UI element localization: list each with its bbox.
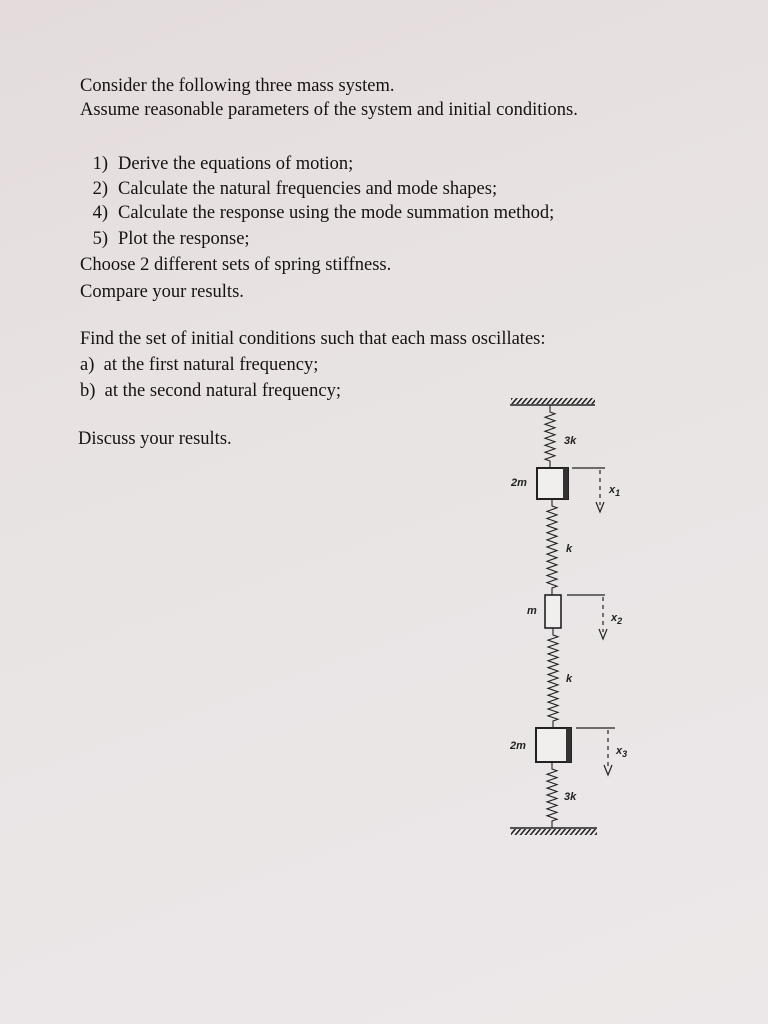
spring-4 [547,762,557,828]
top-ground [510,398,595,405]
task-text: Plot the response; [118,229,250,249]
mass-label-2: m [527,605,537,617]
bottom-ground [510,828,597,835]
item-text: at the first natural frequency; [103,355,319,375]
task-number: 4) [92,203,108,223]
task-text: Derive the equations of motion; [118,154,354,174]
task-text: Calculate the response using the mode summation method; [118,203,555,223]
task-number: 5) [92,229,108,249]
displacement-label-x3: $x_3$ [616,745,628,759]
spring-1 [545,405,555,468]
displacement-label-x1: $x_1$ [609,484,621,498]
displacement-arrows [567,468,615,775]
mass-1 [537,468,568,499]
find-prompt: Find the set of initial conditions such that each mass oscillates: [80,329,546,349]
spring-2 [547,499,557,595]
mass-label-3: 2m [510,740,526,752]
mass-label-1: 2m [511,477,527,489]
spring-label-middle-2: k [566,673,573,685]
choose-stiffness-text: Choose 2 different sets of spring stiffness. [80,255,392,275]
task-text: Calculate the natural frequencies and mode shapes; [118,179,498,199]
task-number: 1) [92,154,108,174]
displacement-label-x2: $x_2$ [611,612,623,626]
compare-text: Compare your results. [80,282,244,302]
intro-line-2: Assume reasonable parameters of the system and initial conditions. [80,100,578,120]
mass-3 [536,728,571,762]
spring-label-top: 3k [564,435,577,447]
item-letter: a) [80,355,95,375]
intro-line-1: Consider the following three mass system. [80,76,395,96]
task-number: 2) [92,179,108,199]
item-letter: b) [80,381,96,401]
spring-3 [548,628,558,728]
spring-label-middle-1: k [566,543,573,555]
item-text: at the second natural frequency; [104,381,341,401]
spring-label-bottom: 3k [564,791,577,803]
mass-2 [545,595,561,628]
discuss-text: Discuss your results. [78,429,232,449]
